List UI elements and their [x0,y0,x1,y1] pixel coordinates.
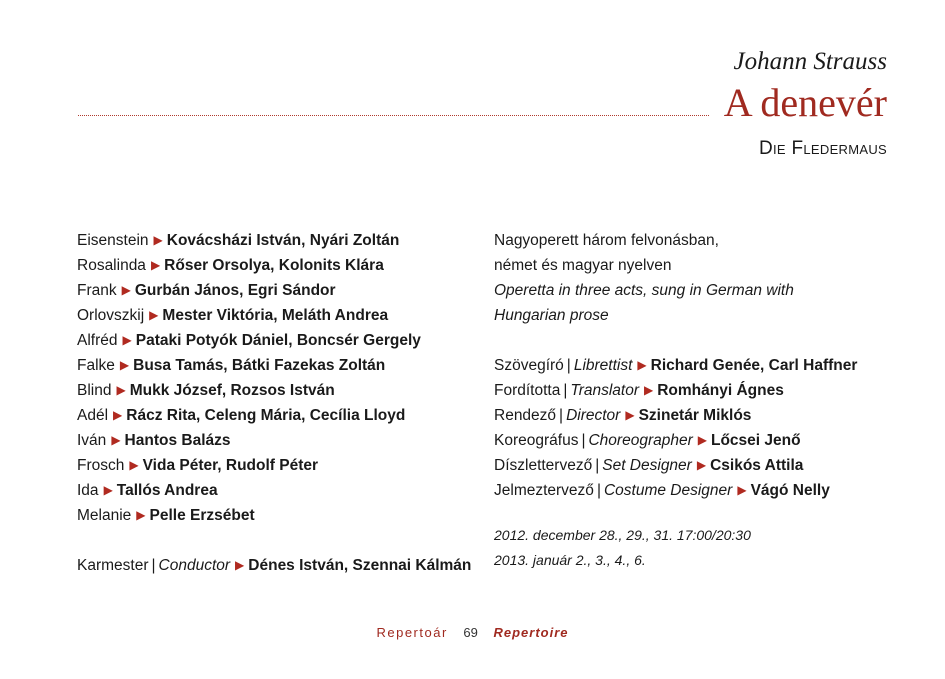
credit-role-en: Choreographer [588,432,693,449]
arrow-icon: ▶ [136,508,146,522]
cast-role: Eisenstein [77,232,149,249]
cast-row [77,278,487,303]
cast-performers: Pelle Erzsébet [149,507,255,524]
credit-role-en: Translator [570,382,639,399]
credit-row [494,453,894,478]
cast-row [77,353,487,378]
performance-dates: 2013. január 2., 3., 4., 6. [494,552,646,568]
credit-name: Csikós Attila [710,457,804,474]
cast-role: Adél [77,407,109,424]
cast-performers: Vida Péter, Rudolf Péter [142,457,319,474]
credit-name: Szinetár Miklós [638,407,752,424]
composer-name: Johann Strauss [733,48,887,75]
cast-performers: Mukk József, Rozsos István [129,382,335,399]
credit-name: Lőcsei Jenő [710,432,801,449]
title-row [78,80,887,126]
arrow-icon: ▶ [625,408,635,422]
performance-dates: 2012. december 28., 29., 31. 17:00/20:30 [494,527,751,543]
credit-role-hu: Koreográfus [494,432,579,449]
arrow-icon: ▶ [737,483,747,497]
arrow-icon: ▶ [113,408,123,422]
arrow-icon: ▶ [122,333,132,347]
arrow-icon: ▶ [111,433,121,447]
description-hu-line: Nagyoperett három felvonásban, [494,232,719,249]
cast-role: Orlovszkij [77,307,145,324]
cast-row [77,403,487,428]
cast-row [77,378,487,403]
credit-row [494,478,894,503]
page-number: 69 [463,625,478,640]
conductor-performers: Dénes István, Szennai Kálmán [248,557,472,574]
arrow-icon: ▶ [696,458,707,472]
conductor-role-hu: Karmester [77,557,149,574]
cast-role: Alfréd [77,332,118,349]
cast-row [77,228,487,253]
arrow-icon: ▶ [116,383,126,397]
arrow-icon: ▶ [103,483,113,497]
cast-performers: Gurbán János, Egri Sándor [134,282,336,299]
cast-row [77,503,487,528]
arrow-icon: ▶ [697,433,707,447]
credit-role-en: Librettist [573,357,633,374]
page-footer [0,625,945,640]
cast-row [77,453,487,478]
description-en-line: Operetta in three acts, sung in German with [494,282,794,299]
arrow-icon: ▶ [153,233,163,247]
arrow-icon: ▶ [129,458,139,472]
credit-role-hu: Rendező [494,407,557,424]
description-en-line: Hungarian prose [494,307,609,324]
conductor-role-en: Conductor [158,557,231,574]
arrow-icon: ▶ [121,283,131,297]
production-subtitle: Die Fledermaus [759,138,887,159]
credit-role-hu: Jelmeztervező [494,482,594,499]
cast-performers: Kovácsházi István, Nyári Zoltán [166,232,400,249]
cast-performers: Pataki Potyók Dániel, Boncsér Gergely [135,332,421,349]
credit-role-en: Costume Designer [603,482,733,499]
cast-performers: Mester Viktória, Meláth Andrea [162,307,389,324]
cast-role: Melanie [77,507,132,524]
credit-name: Vágó Nelly [750,482,830,499]
arrow-icon: ▶ [637,358,647,372]
cast-role: Ida [77,482,99,499]
description-hu-line: német és magyar nyelven [494,257,672,274]
cast-column [77,228,487,578]
separator: | [566,357,571,374]
cast-role: Rosalinda [77,257,146,274]
cast-row [77,328,487,353]
cast-role: Blind [77,382,112,399]
separator: | [151,557,156,574]
credit-role-en: Director [566,407,621,424]
cast-performers: Busa Tamás, Bátki Fazekas Zoltán [133,357,386,374]
arrow-icon: ▶ [150,258,161,272]
arrow-icon: ▶ [644,383,654,397]
credit-role-en: Set Designer [602,457,692,474]
cast-performers: Hantos Balázs [124,432,231,449]
credit-row [494,353,894,378]
arrow-icon: ▶ [119,358,130,372]
cast-row [77,253,487,278]
credit-row [494,403,894,428]
cast-performers: Rácz Rita, Celeng Mária, Cecília Lloyd [126,407,406,424]
credit-name: Romhányi Ágnes [657,382,784,399]
production-title: A denevér [723,80,887,125]
credit-name: Richard Genée, Carl Haffner [650,357,858,374]
credit-row [494,378,894,403]
cast-row [77,478,487,503]
cast-role: Frank [77,282,117,299]
cast-performers: Rőser Orsolya, Kolonits Klára [164,257,384,274]
cast-role: Iván [77,432,107,449]
arrow-icon: ▶ [149,308,159,322]
separator: | [595,457,600,474]
footer-left-label: Repertoár [376,625,448,640]
credit-role-hu: Díszlettervező [494,457,593,474]
separator: | [581,432,586,449]
separator: | [596,482,601,499]
credit-role-hu: Szövegíró [494,357,564,374]
footer-right-label: Repertoire [493,625,569,640]
cast-performers: Tallós Andrea [116,482,218,499]
arrow-icon: ▶ [235,558,245,572]
info-column [494,228,894,573]
credit-role-hu: Fordította [494,382,561,399]
separator: | [563,382,568,399]
cast-role: Frosch [77,457,125,474]
separator: | [559,407,564,424]
credit-row [494,428,894,453]
conductor-row [77,553,487,578]
cast-row [77,303,487,328]
dotted-rule [78,115,709,116]
cast-row [77,428,487,453]
cast-role: Falke [77,357,115,374]
